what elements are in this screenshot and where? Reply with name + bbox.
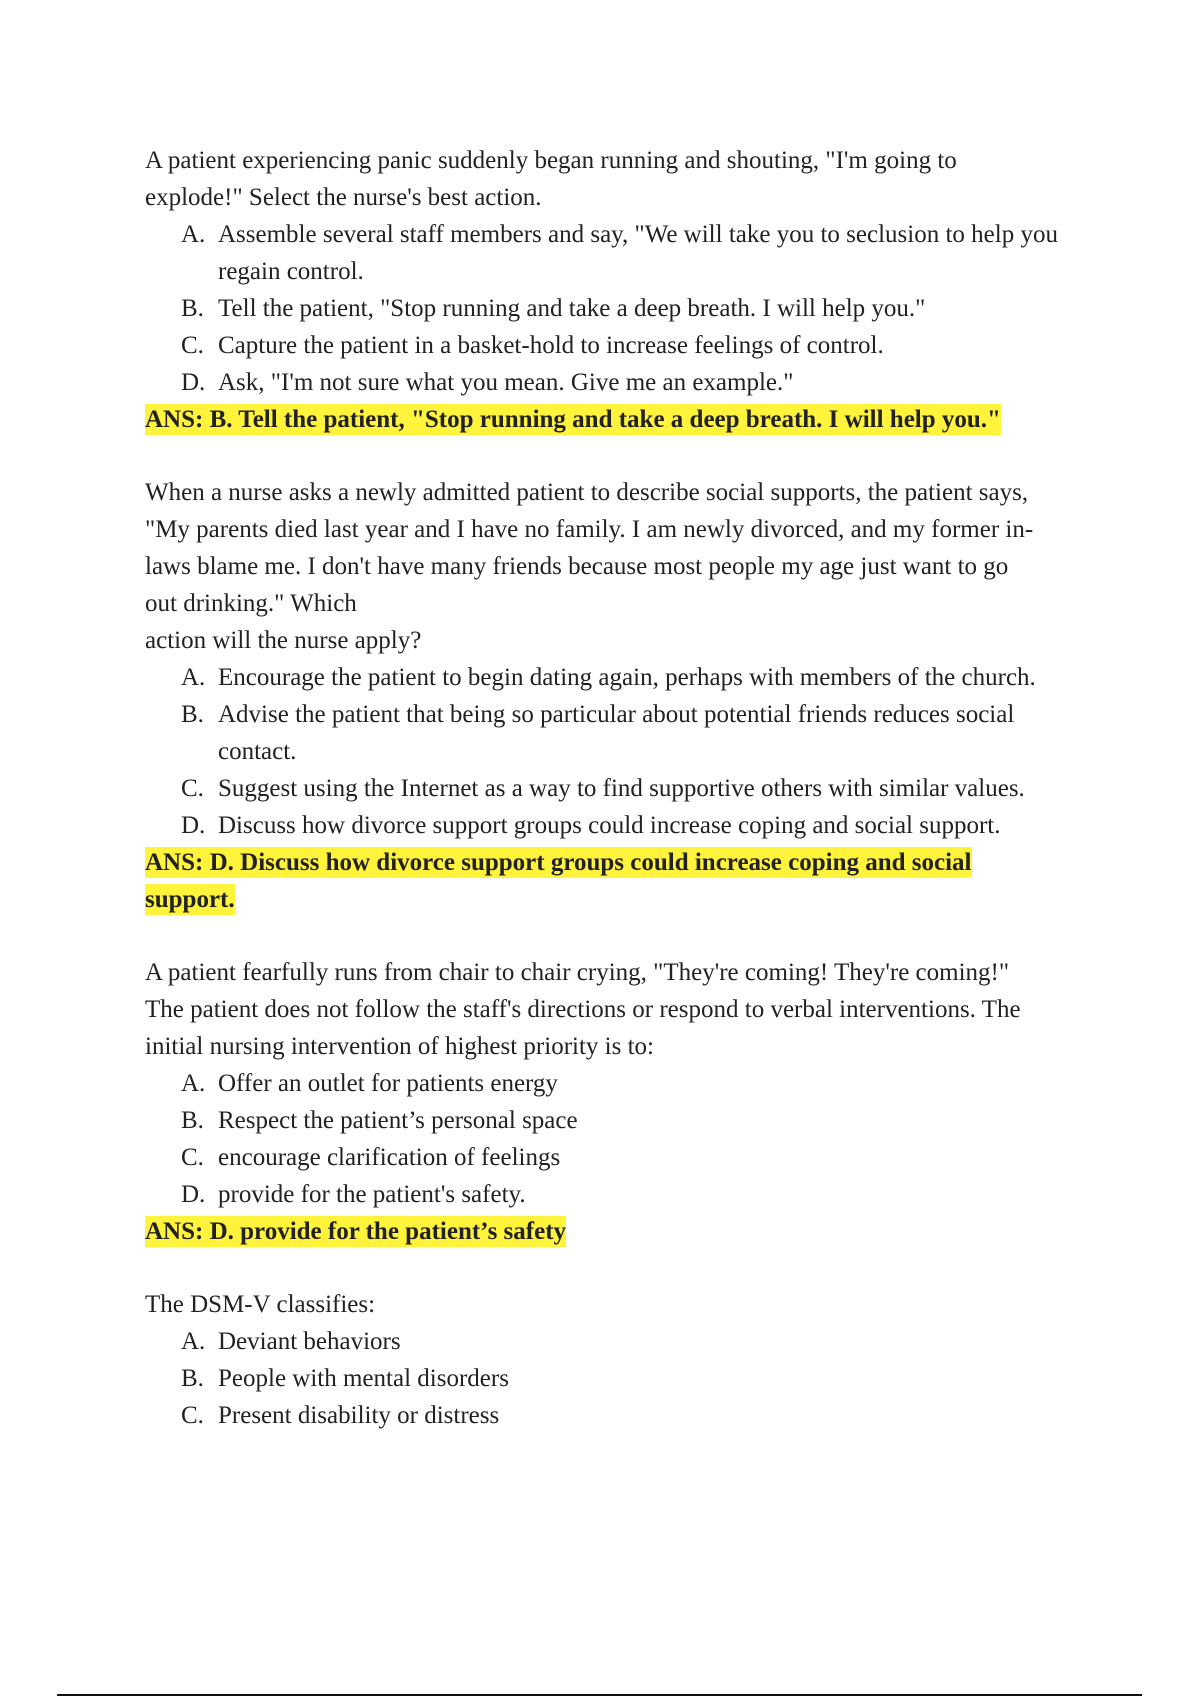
option-b	[145, 696, 1085, 770]
question-3	[145, 954, 1085, 1250]
option-letter: C.	[181, 1144, 204, 1171]
option-letter: A.	[181, 1070, 206, 1097]
stem-line: A patient fearfully runs from chair to chair crying, "They're coming! They're coming!"	[145, 959, 1010, 986]
answer-highlight: ANS: B. Tell the patient, "Stop running and take a deep breath. I will help you."	[145, 406, 1001, 433]
options-list	[145, 1065, 1085, 1213]
option-text: Offer an outlet for patients energy	[218, 1070, 558, 1097]
stem-line: "My parents died last year and I have no family. I am newly divorced, and my former in-	[145, 516, 1034, 543]
option-c	[145, 770, 1085, 807]
option-a	[145, 1065, 1085, 1102]
question-2	[145, 474, 1085, 918]
option-text: Present disability or distress	[218, 1402, 500, 1429]
option-text: Suggest using the Internet as a way to find supportive others with similar values.	[218, 775, 1025, 802]
document-page	[145, 142, 1085, 1470]
option-text: People with mental disorders	[218, 1365, 509, 1392]
option-text: Capture the patient in a basket-hold to increase feelings of control.	[218, 332, 884, 359]
question-1	[145, 142, 1085, 438]
question-stem	[145, 1286, 1085, 1323]
option-a	[145, 659, 1085, 696]
option-text: Advise the patient that being so particular about potential friends reduces social contact.	[218, 701, 1015, 765]
option-text: Deviant behaviors	[218, 1328, 401, 1355]
option-text: Assemble several staff members and say, "We will take you to seclusion to help you regain control.	[218, 221, 1058, 285]
stem-line: laws blame me. I don't have many friends because most people my age just want to go	[145, 553, 1009, 580]
option-text: Encourage the patient to begin dating again, perhaps with members of the church.	[218, 664, 1036, 691]
option-letter: A.	[181, 664, 206, 691]
stem-line: initial nursing intervention of highest priority is to:	[145, 1033, 654, 1060]
option-letter: C.	[181, 775, 204, 802]
footer-divider	[57, 1694, 1142, 1696]
stem-line: explode!" Select the nurse's best action.	[145, 184, 542, 211]
stem-line: out drinking." Which	[145, 590, 357, 617]
option-text: provide for the patient's safety.	[218, 1181, 526, 1208]
answer-highlight: ANS: D. Discuss how divorce support groups could increase coping and social support.	[145, 849, 972, 913]
option-text: Ask, "I'm not sure what you mean. Give me an example."	[218, 369, 794, 396]
option-text: Discuss how divorce support groups could increase coping and social support.	[218, 812, 1001, 839]
question-stem	[145, 142, 1085, 216]
option-b	[145, 1360, 1085, 1397]
option-letter: D.	[181, 812, 206, 839]
question-stem	[145, 474, 1085, 659]
stem-line: The DSM-V classifies:	[145, 1291, 376, 1318]
option-letter: B.	[181, 701, 204, 728]
option-c	[145, 1397, 1085, 1434]
option-a	[145, 216, 1085, 290]
option-letter: A.	[181, 221, 206, 248]
stem-line: The patient does not follow the staff's directions or respond to verbal interventions. The	[145, 996, 1021, 1023]
option-letter: B.	[181, 295, 204, 322]
question-4	[145, 1286, 1085, 1434]
option-c	[145, 1139, 1085, 1176]
options-list	[145, 659, 1085, 844]
option-letter: A.	[181, 1328, 206, 1355]
options-list	[145, 1323, 1085, 1434]
option-text: Respect the patient’s personal space	[218, 1107, 578, 1134]
option-text: encourage clarification of feelings	[218, 1144, 561, 1171]
option-text: Tell the patient, "Stop running and take a deep breath. I will help you."	[218, 295, 926, 322]
answer-highlight: ANS: D. provide for the patient’s safety	[145, 1218, 567, 1245]
options-list	[145, 216, 1085, 401]
option-a	[145, 1323, 1085, 1360]
stem-line: A patient experiencing panic suddenly began running and shouting, "I'm going to	[145, 147, 957, 174]
option-b	[145, 1102, 1085, 1139]
option-d	[145, 1176, 1085, 1213]
option-letter: D.	[181, 369, 206, 396]
option-c	[145, 327, 1085, 364]
option-letter: D.	[181, 1181, 206, 1208]
option-d	[145, 364, 1085, 401]
stem-line: When a nurse asks a newly admitted patient to describe social supports, the patient says,	[145, 479, 1029, 506]
option-d	[145, 807, 1085, 844]
option-letter: C.	[181, 1402, 204, 1429]
option-letter: B.	[181, 1365, 204, 1392]
question-stem	[145, 954, 1085, 1065]
option-b	[145, 290, 1085, 327]
stem-line: action will the nurse apply?	[145, 627, 422, 654]
option-letter: C.	[181, 332, 204, 359]
option-letter: B.	[181, 1107, 204, 1134]
